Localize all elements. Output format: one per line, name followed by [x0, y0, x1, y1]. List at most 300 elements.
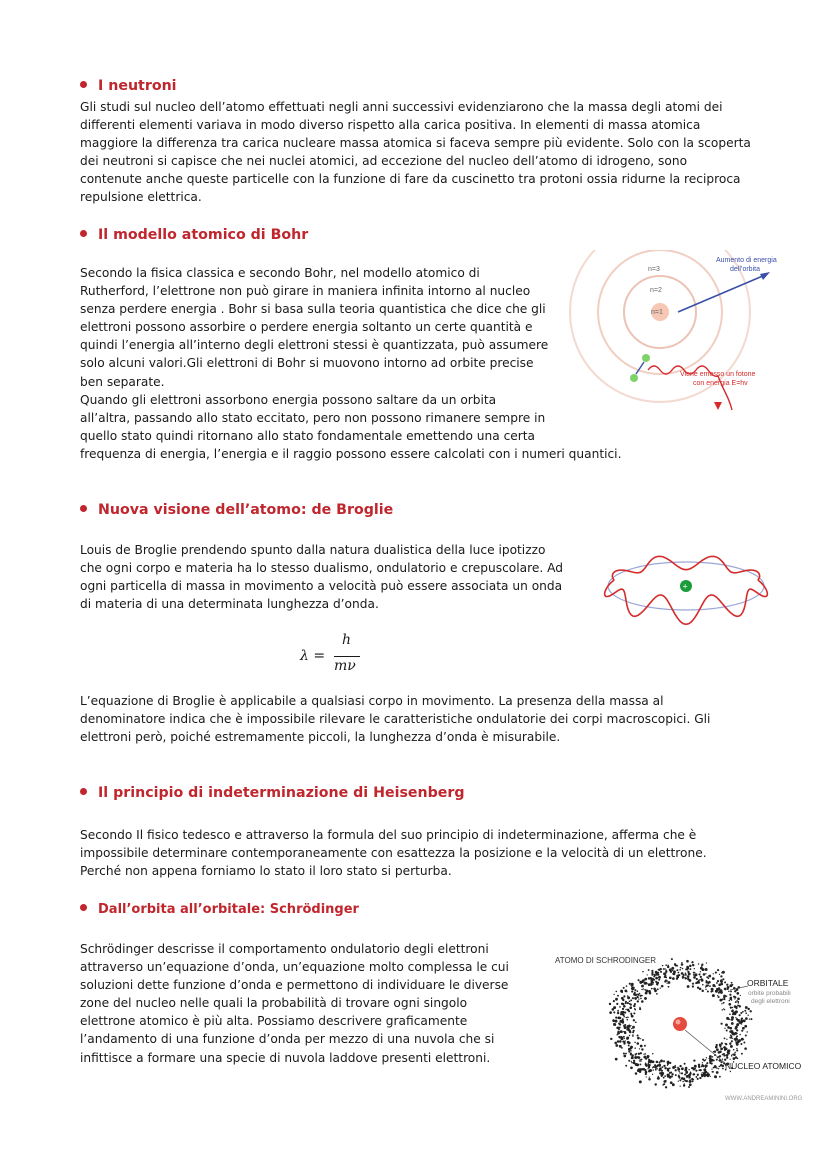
- cloud-dot: [718, 996, 720, 998]
- cloud-dot: [737, 1040, 738, 1041]
- cloud-dot: [687, 985, 690, 988]
- cloud-dot: [635, 1053, 637, 1055]
- arrow-head-icon: [714, 402, 722, 410]
- cloud-dot: [644, 997, 647, 1000]
- cloud-dot: [645, 1057, 647, 1059]
- cloud-dot: [735, 1017, 736, 1018]
- cloud-dot: [613, 994, 614, 995]
- cloud-dot: [626, 985, 628, 987]
- cloud-dot: [726, 1029, 728, 1031]
- cloud-dot: [623, 1052, 625, 1054]
- cloud-dot: [700, 971, 701, 972]
- cloud-dot: [691, 1067, 693, 1069]
- cloud-dot: [724, 1048, 726, 1050]
- cloud-dot: [623, 987, 625, 989]
- cloud-dot: [742, 1027, 745, 1030]
- cloud-dot: [648, 1078, 651, 1081]
- cloud-dot: [634, 989, 636, 991]
- text-line: maggiore la differenza tra carica nucleare massa atomica si faceva sempre più evidente. Solo con la scoperta: [80, 136, 751, 151]
- cloud-dot: [726, 984, 728, 986]
- cloud-dot: [694, 1065, 697, 1068]
- cloud-dot: [718, 992, 720, 994]
- cloud-dot: [612, 1008, 615, 1011]
- cloud-dot: [745, 1012, 747, 1014]
- cloud-dot: [687, 969, 689, 971]
- cloud-dot: [631, 1061, 632, 1062]
- cloud-dot: [665, 980, 667, 982]
- cloud-dot: [637, 1042, 640, 1045]
- cloud-dot: [732, 1054, 733, 1055]
- text-line: Louis de Broglie prendendo spunto dalla natura dualistica della luce ipotizzo: [80, 543, 546, 557]
- cloud-dot: [665, 1086, 667, 1088]
- text-line: frequenza di energia, l’energia e il raggio possono essere calcolati con i numeri quantici.: [80, 446, 622, 461]
- cloud-dot: [729, 1000, 731, 1002]
- cloud-dot: [686, 978, 688, 980]
- text-line: Quando gli elettroni assorbono energia possono saltare da un orbita: [80, 392, 497, 407]
- cloud-dot: [617, 1040, 620, 1043]
- heading-bohr: [80, 227, 308, 243]
- heading-text: Nuova visione dell’atomo: de Broglie: [98, 502, 394, 518]
- formula-lhs: λ =: [300, 648, 326, 664]
- cloud-dot: [667, 1074, 669, 1076]
- text-line: l’andamento di una funzione d’onda per mezzo di una nuvola che si: [80, 1032, 495, 1047]
- paragraph-schrodinger: [80, 940, 509, 1067]
- cloud-dot: [668, 981, 671, 984]
- cloud-dot: [629, 1003, 631, 1005]
- cloud-dot: [636, 996, 638, 998]
- cloud-dot: [655, 977, 658, 980]
- fraction-bar: [334, 656, 360, 657]
- cloud-dot: [712, 994, 715, 997]
- cloud-dot: [641, 989, 642, 990]
- cloud-dot: [730, 1045, 733, 1048]
- cloud-dot: [724, 981, 726, 983]
- cloud-dot: [659, 1061, 661, 1063]
- cloud-dot: [663, 1060, 665, 1062]
- cloud-dot: [655, 1069, 657, 1071]
- cloud-dot: [619, 1006, 621, 1008]
- cloud-dot: [642, 1039, 644, 1041]
- cloud-dot: [699, 988, 702, 991]
- cloud-dot: [640, 1060, 641, 1061]
- cloud-dot: [693, 1069, 694, 1070]
- cloud-dot: [639, 1063, 641, 1065]
- cloud-dot: [660, 1059, 663, 1062]
- cloud-dot: [733, 1053, 736, 1056]
- cloud-dot: [622, 1040, 624, 1042]
- text-line: L’equazione di Broglie è applicabile a qualsiasi corpo in movimento. La presenza della massa al: [80, 694, 664, 708]
- text-line: Secondo la fisica classica e secondo Bohr, nel modello atomico di: [80, 266, 480, 280]
- cloud-dot: [638, 1053, 640, 1055]
- cloud-dot: [648, 1063, 649, 1064]
- cloud-dot: [650, 983, 653, 986]
- cloud-dot: [634, 1047, 636, 1049]
- cloud-dot: [644, 989, 646, 991]
- cloud-dot: [722, 978, 724, 980]
- cloud-dot: [678, 1080, 679, 1081]
- cloud-dot: [686, 1076, 688, 1078]
- cloud-dot: [624, 989, 627, 992]
- cloud-dot: [686, 1069, 687, 1070]
- cloud-dot: [688, 979, 691, 982]
- cloud-dot: [653, 976, 655, 978]
- cloud-dot: [735, 1007, 737, 1009]
- pointer-line: [685, 1030, 725, 1063]
- cloud-dot: [709, 1055, 712, 1058]
- text-line: Schrödinger descrisse il comportamento ondulatorio degli elettroni: [80, 942, 489, 956]
- cloud-dot: [719, 1044, 722, 1047]
- label-n2: n=2: [650, 287, 662, 294]
- cloud-dot: [617, 1012, 619, 1014]
- cloud-dot: [624, 1038, 625, 1039]
- text-line: denominatore indica che è impossibile rilevare le caratteristiche ondulatorie dei corpi macroscopici. Gli: [80, 712, 711, 727]
- cloud-dot: [657, 974, 659, 976]
- cloud-dot: [628, 1045, 630, 1047]
- cloud-dot: [632, 1026, 635, 1029]
- cloud-dot: [716, 982, 718, 984]
- cloud-dot: [667, 1061, 670, 1064]
- cloud-dot: [658, 979, 660, 981]
- cloud-dot: [692, 985, 694, 987]
- cloud-dot: [644, 1053, 646, 1055]
- cloud-dot: [660, 987, 661, 988]
- cloud-dot: [628, 1024, 630, 1026]
- cloud-dot: [733, 1049, 735, 1051]
- cloud-dot: [654, 1083, 656, 1085]
- cloud-dot: [625, 1009, 626, 1010]
- cloud-dot: [629, 983, 631, 985]
- cloud-dot: [681, 963, 684, 966]
- cloud-dot: [648, 1066, 650, 1068]
- cloud-dot: [693, 1059, 695, 1061]
- cloud-dot: [684, 1080, 686, 1082]
- text-line: elettrone atomico è più alta. Possiamo descrivere graficamente: [80, 1014, 468, 1029]
- cloud-dot: [670, 1071, 672, 1073]
- cloud-dot: [714, 1075, 717, 1078]
- cloud-dot: [615, 1044, 618, 1047]
- cloud-dot: [737, 1019, 740, 1022]
- cloud-dot: [701, 1074, 703, 1076]
- cloud-dot: [705, 981, 708, 984]
- cloud-dot: [701, 979, 704, 982]
- heading-broglie: [80, 502, 393, 518]
- cloud-dot: [622, 1018, 624, 1020]
- cloud-dot: [650, 979, 653, 982]
- cloud-dot: [698, 973, 700, 975]
- cloud-dot: [678, 974, 680, 976]
- cloud-dot: [622, 1003, 624, 1005]
- cloud-dot: [667, 965, 669, 967]
- text-line: di materia di una determinata lunghezza d’onda.: [80, 597, 379, 612]
- cloud-dot: [652, 982, 654, 984]
- cloud-dot: [643, 988, 644, 989]
- cloud-dot: [729, 1030, 732, 1033]
- cloud-dot: [617, 995, 619, 997]
- nucleo-label: NUCLEO ATOMICO: [725, 1061, 802, 1071]
- cloud-dot: [641, 1059, 643, 1061]
- cloud-dot: [642, 979, 645, 982]
- cloud-dot: [623, 1031, 625, 1033]
- cloud-dot: [639, 1070, 642, 1073]
- cloud-dot: [722, 1068, 724, 1070]
- cloud-dot: [630, 1066, 633, 1069]
- heading-text: Dall’orbita all’orbitale: Schrödinger: [98, 902, 359, 917]
- cloud-dot: [731, 982, 733, 984]
- cloud-dot: [620, 1030, 623, 1033]
- paragraph-broglie-2: [80, 692, 710, 746]
- cloud-dot: [717, 969, 719, 971]
- cloud-dot: [676, 969, 678, 971]
- cloud-dot: [630, 1046, 633, 1049]
- cloud-dot: [734, 1038, 737, 1041]
- text-line: contenute anche queste particelle con la funzione di fare da cuscinetto tra protoni ossia ridurne la reciproca: [80, 172, 741, 187]
- energy-label: Aumento di energia: [716, 257, 777, 264]
- cloud-dot: [639, 1008, 641, 1010]
- label-n3: n=3: [648, 266, 660, 273]
- cloud-dot: [618, 1029, 620, 1031]
- cloud-dot: [702, 1065, 704, 1067]
- paragraph-bohr: [80, 264, 621, 463]
- cloud-dot: [641, 1000, 644, 1003]
- cloud-dot: [725, 1023, 728, 1026]
- cloud-dot: [726, 1057, 728, 1059]
- nucleus-sign: +: [682, 581, 688, 592]
- cloud-dot: [681, 1077, 684, 1080]
- cloud-dot: [678, 1076, 679, 1077]
- cloud-dot: [731, 984, 733, 986]
- cloud-dot: [706, 962, 707, 963]
- text-line: zone del nucleo nelle quali la probabilità di trovare ogni singolo: [80, 996, 468, 1011]
- cloud-dot: [737, 1058, 739, 1060]
- cloud-dot: [720, 1023, 722, 1025]
- cloud-dot: [680, 1085, 681, 1086]
- label-n1: n=1: [651, 309, 663, 316]
- cloud-dot: [648, 977, 651, 980]
- cloud-dot: [735, 1001, 737, 1003]
- cloud-dot: [716, 1067, 718, 1069]
- heading-heisenberg: [80, 785, 465, 801]
- cloud-dot: [619, 1023, 621, 1025]
- cloud-dot: [736, 1037, 738, 1039]
- cloud-dot: [730, 1071, 731, 1072]
- cloud-dot: [706, 1062, 708, 1064]
- bohr-diagram: [560, 250, 800, 420]
- cloud-dot: [630, 1053, 632, 1055]
- cloud-dot: [730, 1042, 731, 1043]
- cloud-dot: [733, 996, 735, 998]
- cloud-dot: [705, 1065, 708, 1068]
- orbitale-sub: orbite probabili: [748, 990, 791, 997]
- cloud-dot: [621, 992, 623, 994]
- cloud-dot: [629, 1000, 631, 1002]
- cloud-dot: [618, 1027, 619, 1028]
- cloud-dot: [730, 1037, 732, 1039]
- text-line: Secondo Il fisico tedesco e attraverso la formula del suo principio di indeterminazione, afferma che è: [80, 828, 697, 842]
- text-line: infittisce a formare una specie di nuvola laddove presenti elettroni.: [80, 1050, 491, 1065]
- cloud-dot: [712, 1056, 713, 1057]
- cloud-dot: [733, 1033, 735, 1035]
- cloud-dot: [639, 993, 640, 994]
- cloud-dot: [661, 1066, 663, 1068]
- cloud-dot: [631, 1028, 632, 1029]
- cloud-dot: [701, 990, 703, 992]
- cloud-dot: [652, 984, 653, 985]
- cloud-dot: [663, 972, 666, 975]
- cloud-dot: [644, 983, 646, 985]
- cloud-dot: [637, 990, 639, 992]
- cloud-dot: [730, 1019, 732, 1021]
- cloud-dot: [674, 1065, 676, 1067]
- cloud-dot: [694, 968, 695, 969]
- cloud-dot: [738, 1039, 741, 1042]
- cloud-dot: [616, 1003, 618, 1005]
- cloud-dot: [652, 1069, 653, 1070]
- cloud-dot: [665, 964, 667, 966]
- cloud-dot: [718, 987, 721, 990]
- text-line: che ogni corpo e materia ha lo stesso dualismo, ondulatorio e crepuscolare. Ad: [80, 561, 563, 576]
- cloud-dot: [711, 988, 714, 991]
- cloud-dot: [663, 968, 665, 970]
- cloud-dot: [712, 1071, 714, 1073]
- cloud-dot: [715, 972, 717, 974]
- cloud-dot: [623, 995, 625, 997]
- cloud-dot: [713, 973, 714, 974]
- cloud-dot: [651, 988, 653, 990]
- orbitale-sub: degli elettroni: [751, 998, 790, 1005]
- cloud-dot: [664, 1075, 666, 1077]
- cloud-dot: [664, 975, 667, 978]
- cloud-dot: [740, 995, 741, 996]
- cloud-dot: [731, 1022, 734, 1025]
- cloud-dot: [631, 1058, 632, 1059]
- cloud-dot: [699, 1077, 701, 1079]
- cloud-dot: [658, 1064, 661, 1067]
- cloud-dot: [702, 984, 704, 986]
- paragraph-neutroni: [80, 98, 751, 207]
- cloud-dot: [685, 974, 687, 976]
- text-line: Rutherford, l’elettrone non può girare in maniera infinita intorno al nucleo: [80, 284, 531, 299]
- cloud-dot: [705, 1072, 706, 1073]
- cloud-dot: [630, 1050, 631, 1051]
- energy-label: dell’orbita: [730, 266, 760, 273]
- cloud-dot: [732, 1013, 734, 1015]
- cloud-dot: [730, 1006, 732, 1008]
- text-line: differenti elementi variava in modo diverso rispetto alla carica positiva. In elementi di massa atomica: [80, 118, 701, 133]
- diagram-title: ATOMO DI SCHRODINGER: [555, 956, 657, 965]
- paragraph-heisenberg: [80, 826, 707, 880]
- cloud-dot: [734, 1052, 735, 1053]
- cloud-dot: [672, 970, 673, 971]
- cloud-dot: [711, 1069, 712, 1070]
- cloud-dot: [651, 972, 653, 974]
- cloud-dot: [630, 1025, 631, 1026]
- cloud-dot: [745, 1017, 748, 1020]
- cloud-dot: [722, 971, 725, 974]
- credit-text: WWW.ANDREAMININI.ORG: [725, 1096, 803, 1102]
- cloud-dot: [716, 1044, 718, 1046]
- cloud-dot: [634, 1042, 635, 1043]
- cloud-dot: [698, 980, 700, 982]
- cloud-dot: [676, 978, 678, 980]
- cloud-dot: [687, 975, 690, 978]
- cloud-dot: [748, 1008, 750, 1010]
- cloud-dot: [640, 1045, 643, 1048]
- heading-text: Il modello atomico di Bohr: [98, 227, 309, 243]
- text-line: elettroni però, poiché estremamente piccoli, la lunghezza d’onda è misurabile.: [80, 730, 561, 745]
- cloud-dot: [709, 985, 711, 987]
- cloud-dot: [652, 1060, 655, 1063]
- cloud-dot: [735, 1040, 737, 1042]
- cloud-dot: [656, 993, 658, 995]
- cloud-dot: [688, 1086, 690, 1088]
- broglie-diagram: [598, 538, 778, 638]
- cloud-dot: [729, 997, 732, 1000]
- cloud-dot: [617, 1032, 620, 1035]
- cloud-dot: [634, 992, 636, 994]
- cloud-dot: [741, 1053, 743, 1055]
- cloud-dot: [649, 992, 652, 995]
- cloud-dot: [728, 991, 729, 992]
- formula-denominator: mν: [334, 658, 356, 674]
- cloud-dot: [725, 1043, 727, 1045]
- cloud-dot: [647, 974, 648, 975]
- cloud-dot: [738, 1002, 739, 1003]
- cloud-dot: [663, 1065, 665, 1067]
- cloud-dot: [722, 1059, 723, 1060]
- orbitale-label: ORBITALE: [747, 978, 789, 988]
- cloud-dot: [692, 1074, 694, 1076]
- cloud-dot: [634, 993, 637, 996]
- cloud-dot: [736, 1029, 738, 1031]
- photon-label: con energia E=hv: [693, 380, 748, 387]
- cloud-dot: [669, 1062, 671, 1064]
- cloud-dot: [623, 1025, 625, 1027]
- cloud-dot: [705, 973, 706, 974]
- cloud-dot: [705, 968, 708, 971]
- cloud-dot: [716, 1048, 719, 1051]
- cloud-dot: [628, 1051, 630, 1053]
- cloud-dot: [670, 1081, 673, 1084]
- cloud-dot: [647, 1055, 650, 1058]
- cloud-dot: [731, 1010, 734, 1013]
- cloud-dot: [696, 978, 698, 980]
- cloud-dot: [744, 1047, 747, 1050]
- cloud-dot: [737, 997, 740, 1000]
- cloud-dot: [727, 1018, 729, 1020]
- cloud-dot: [617, 1010, 619, 1012]
- nucleus: [673, 1017, 687, 1031]
- cloud-dot: [628, 1060, 630, 1062]
- cloud-dot: [744, 1010, 746, 1012]
- text-line: ben separate.: [80, 374, 165, 389]
- cloud-dot: [681, 1067, 684, 1070]
- cloud-dot: [719, 974, 720, 975]
- cloud-dot: [638, 998, 639, 999]
- cloud-dot: [739, 1034, 741, 1036]
- cloud-dot: [609, 1003, 611, 1005]
- cloud-dot: [619, 1017, 621, 1019]
- cloud-dot: [664, 1067, 666, 1069]
- cloud-dot: [657, 1077, 659, 1079]
- cloud-dot: [671, 1073, 673, 1075]
- cloud-dot: [720, 989, 723, 992]
- cloud-dot: [704, 1074, 706, 1076]
- cloud-dot: [643, 1054, 644, 1055]
- cloud-dot: [712, 977, 715, 980]
- cloud-dot: [726, 995, 727, 996]
- cloud-dot: [631, 1054, 634, 1057]
- cloud-dot: [623, 1016, 624, 1017]
